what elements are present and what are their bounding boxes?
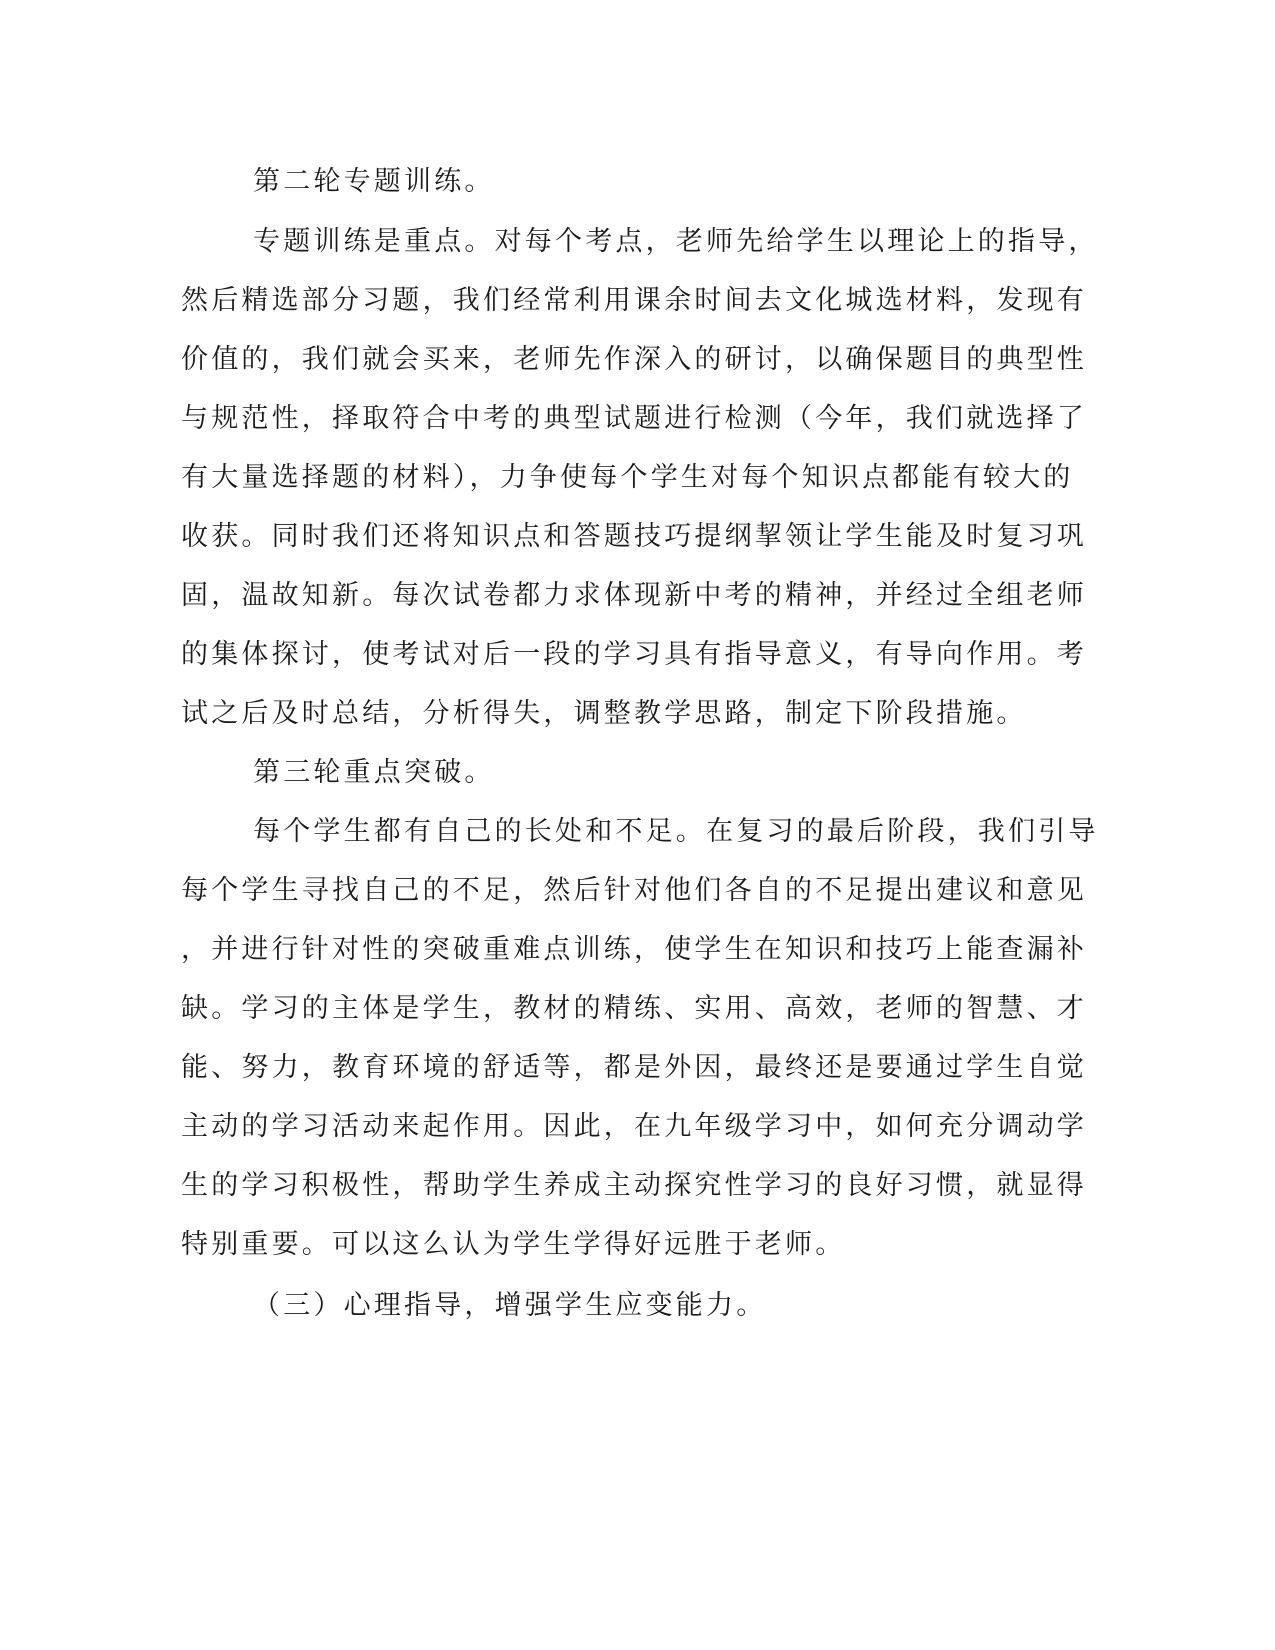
paragraph-line: 主动的学习活动来起作用。因此，在九年级学习中，如何充分调动学 — [181, 1111, 1087, 1142]
paragraph-line: 每个学生都有自己的长处和不足。在复习的最后阶段，我们引导 — [253, 816, 1099, 847]
paragraph-line: 专题训练是重点。对每个考点，老师先给学生以理论上的指导， — [253, 226, 1099, 257]
paragraph-line: 收获。同时我们还将知识点和答题技巧提纲挈领让学生能及时复习巩 — [181, 521, 1087, 552]
paragraph-line: ，并进行针对性的突破重难点训练，使学生在知识和技巧上能查漏补 — [181, 934, 1087, 965]
paragraph-line: 缺。学习的主体是学生，教材的精练、实用、高效，老师的智慧、才 — [181, 993, 1087, 1024]
paragraph-line: 与规范性，择取符合中考的典型试题进行检测（今年，我们就选择了 — [181, 403, 1087, 434]
paragraph-line: 每个学生寻找自己的不足，然后针对他们各自的不足提出建议和意见 — [181, 875, 1087, 906]
paragraph-line: 然后精选部分习题，我们经常利用课余时间去文化城选材料，发现有 — [181, 285, 1087, 316]
paragraph-line: 生的学习积极性，帮助学生养成主动探究性学习的良好习惯，就显得 — [181, 1170, 1087, 1201]
paragraph-line: 试之后及时总结，分析得失，调整教学思路，制定下阶段措施。 — [181, 698, 1027, 729]
paragraph-line: 价值的，我们就会买来，老师先作深入的研讨，以确保题目的典型性 — [181, 344, 1087, 375]
paragraph-line: 有大量选择题的材料），力争使每个学生对每个知识点都能有较大的 — [181, 462, 1074, 493]
section-heading-round-three: 第三轮重点突破。 — [253, 757, 495, 788]
paragraph-line: 固，温故知新。每次试卷都力求体现新中考的精神，并经过全组老师 — [181, 580, 1087, 611]
paragraph-line: 的集体探讨，使考试对后一段的学习具有指导意义，有导向作用。考 — [181, 639, 1087, 670]
section-heading-round-two: 第二轮专题训练。 — [253, 166, 495, 197]
paragraph-line: 特别重要。可以这么认为学生学得好远胜于老师。 — [181, 1229, 846, 1260]
section-heading-psychological-guidance: （三）心理指导，增强学生应变能力。 — [253, 1290, 767, 1321]
paragraph-line: 能、努力，教育环境的舒适等，都是外因，最终还是要通过学生自觉 — [181, 1052, 1087, 1083]
